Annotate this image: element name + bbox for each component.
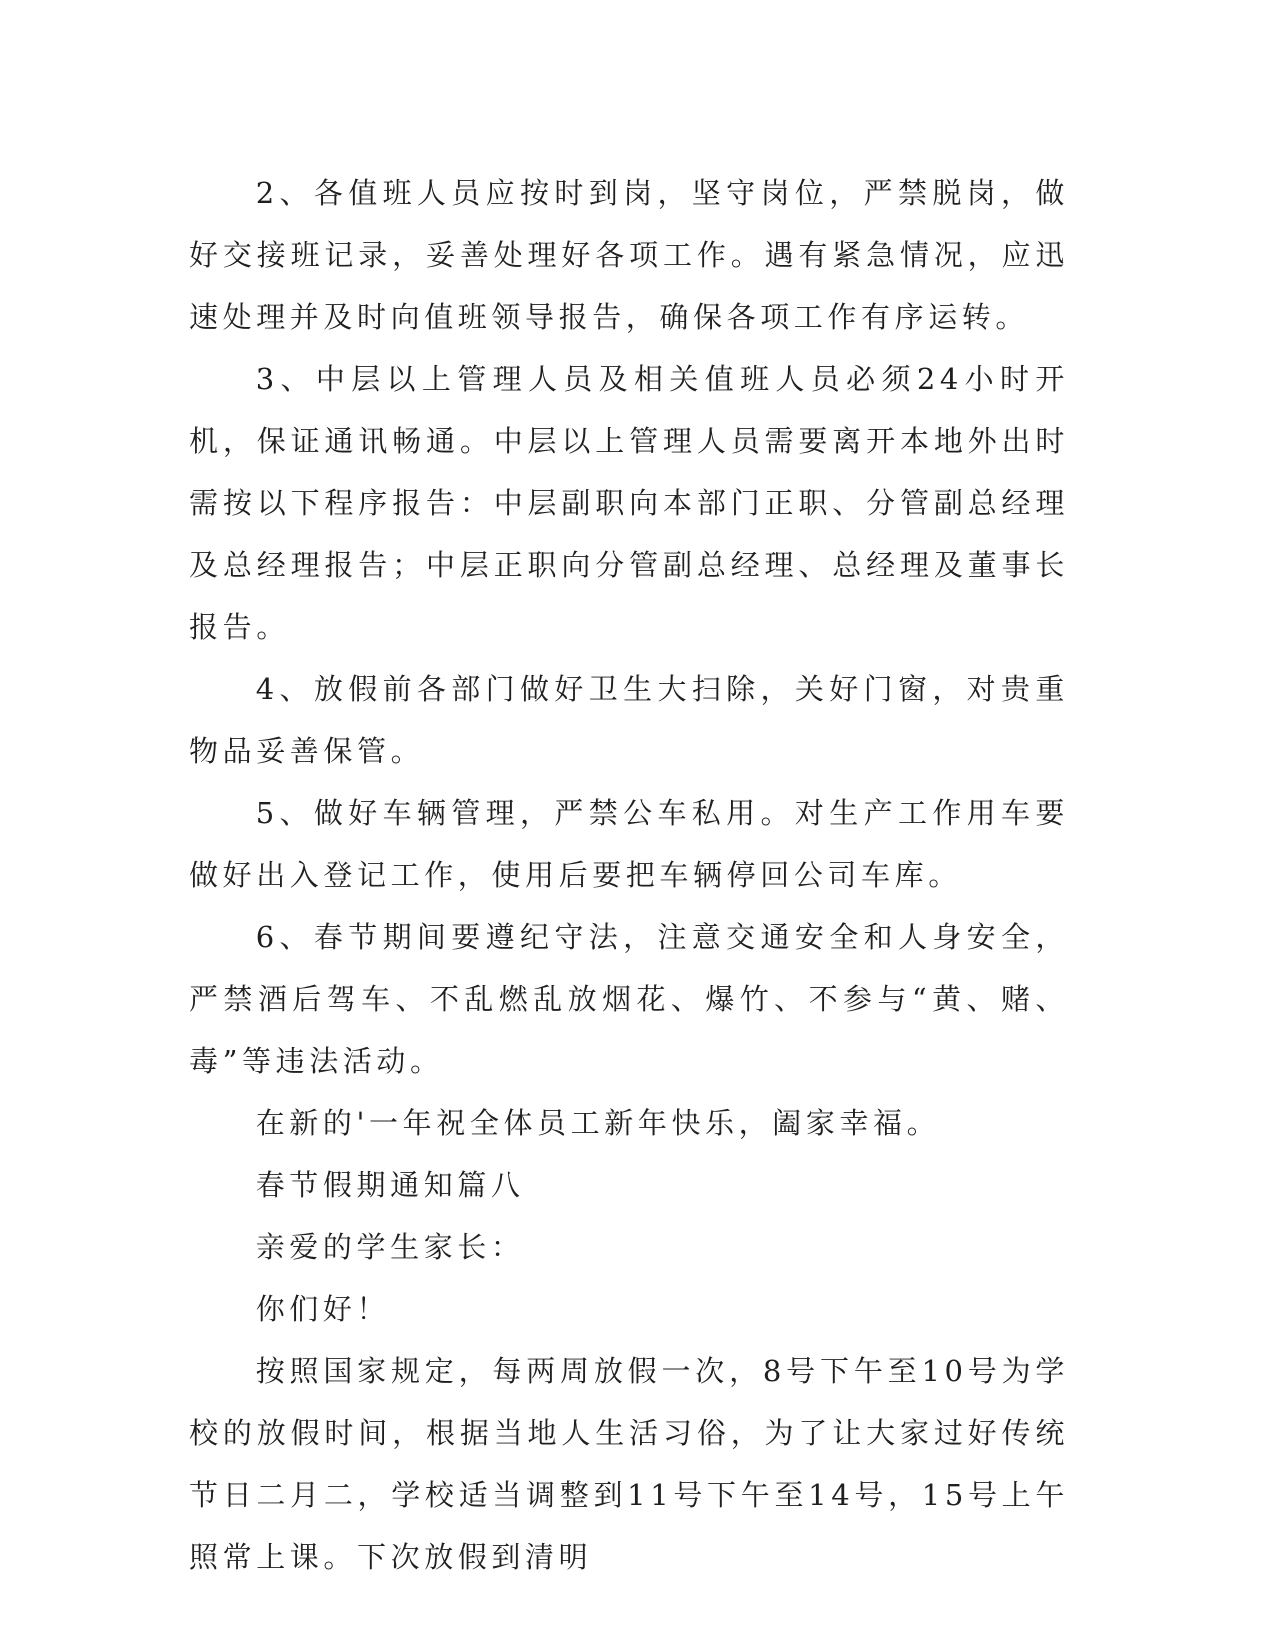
paragraph-item-6: 6、春节期间要遵纪守法，注意交通安全和人身安全，严禁酒后驾车、不乱燃乱放烟花、爆竹、不参与“黄、赌、毒”等违法活动。	[189, 920, 1069, 1078]
holiday-schedule-paragraph: 按照国家规定，每两周放假一次，8号下午至10号为学校的放假时间，根据当地人生活习俗，为了让大家过好传统节日二月二，学校适当调整到11号下午至14号，15号上午照常上课。下次放假到清明	[189, 1354, 1069, 1574]
salutation: 亲爱的学生家长：	[255, 1230, 525, 1264]
paragraph-item-4: 4、放假前各部门做好卫生大扫除，关好门窗，对贵重物品妥善保管。	[189, 672, 1069, 768]
paragraph-item-2: 2、各值班人员应按时到岗，坚守岗位，严禁脱岗，做好交接班记录，妥善处理好各项工作。遇有紧急情况，应迅速处理并及时向值班领导报告，确保各项工作有序运转。	[189, 176, 1069, 334]
paragraph-item-3: 3、中层以上管理人员及相关值班人员必须24小时开机，保证通讯畅通。中层以上管理人员需要离开本地外出时需按以下程序报告：中层副职向本部门正职、分管副总经理及总经理报告；中层正职向分管副总经理、总经理及董事长报告。	[189, 362, 1069, 644]
section-heading: 春节假期通知篇八	[255, 1168, 525, 1202]
new-year-greeting: 在新的'一年祝全体员工新年快乐，阖家幸福。	[255, 1106, 941, 1140]
document-body	[189, 162, 1069, 1588]
paragraph-item-5: 5、做好车辆管理，严禁公车私用。对生产工作用车要做好出入登记工作，使用后要把车辆停回公司车库。	[189, 796, 1069, 892]
greeting: 你们好！	[255, 1292, 391, 1326]
